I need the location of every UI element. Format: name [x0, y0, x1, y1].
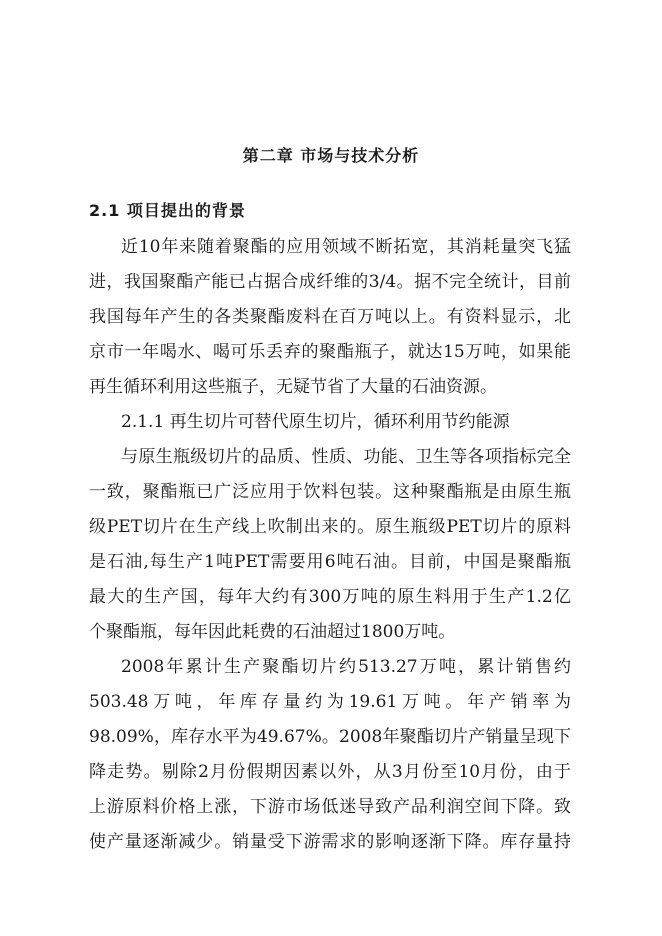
paragraph-line: 我国每年产生的各类聚酯废料在百万吨以上。有资料显示，北 [89, 307, 571, 327]
paragraph-line: 最大的生产国，每年大约有300万吨的原生料用于生产1.2亿 [89, 587, 571, 607]
paragraph-line: 与原生瓶级切片的品质、性质、功能、卫生等各项指标完全 [121, 447, 571, 467]
paragraph-line: 2008年累计生产聚酯切片约513.27万吨，累计销售约 [121, 657, 571, 677]
paragraph-line: 使产量逐渐减少。销量受下游需求的影响逐渐下降。库存量持 [89, 832, 571, 852]
paragraph-line: 级PET切片在生产线上吹制出来的。原生瓶级PET切片的原料 [89, 517, 571, 537]
section-title: 2.1 项目提出的背景 [89, 201, 246, 220]
subsection-heading: 2.1.1 再生切片可替代原生切片，循环利用节约能源 [121, 412, 510, 432]
paragraph-line: 京市一年喝水、喝可乐丢弃的聚酯瓶子，就达15万吨，如果能 [89, 342, 571, 362]
paragraph-line: 是石油,每生产1吨PET需要用6吨石油。目前，中国是聚酯瓶 [89, 552, 571, 572]
chapter-title: 第二章 市场与技术分析 [242, 146, 420, 165]
paragraph-line: 一致，聚酯瓶已广泛应用于饮料包装。这种聚酯瓶是由原生瓶 [89, 482, 571, 502]
paragraph-line: 个聚酯瓶，每年因此耗费的石油超过1800万吨。 [89, 622, 456, 642]
paragraph-line: 近10年来随着聚酯的应用领域不断拓宽，其消耗量突飞猛 [121, 237, 571, 257]
paragraph-line: 再生循环利用这些瓶子，无疑节省了大量的石油资源。 [89, 377, 497, 397]
paragraph-line: 98.09%，库存水平为49.67%。2008年聚酯切片产销量呈现下 [89, 727, 571, 747]
paragraph-line: 进，我国聚酯产能已占据合成纤维的3/4。据不完全统计，目前 [89, 272, 571, 292]
paragraph-line: 503.48万吨，年库存量约为19.61万吨。年产销率为 [89, 692, 571, 712]
paragraph-line: 降走势。剔除2月份假期因素以外，从3月份至10月份，由于 [89, 762, 571, 782]
paragraph-line: 上游原料价格上涨，下游市场低迷导致产品利润空间下降。致 [89, 797, 571, 817]
